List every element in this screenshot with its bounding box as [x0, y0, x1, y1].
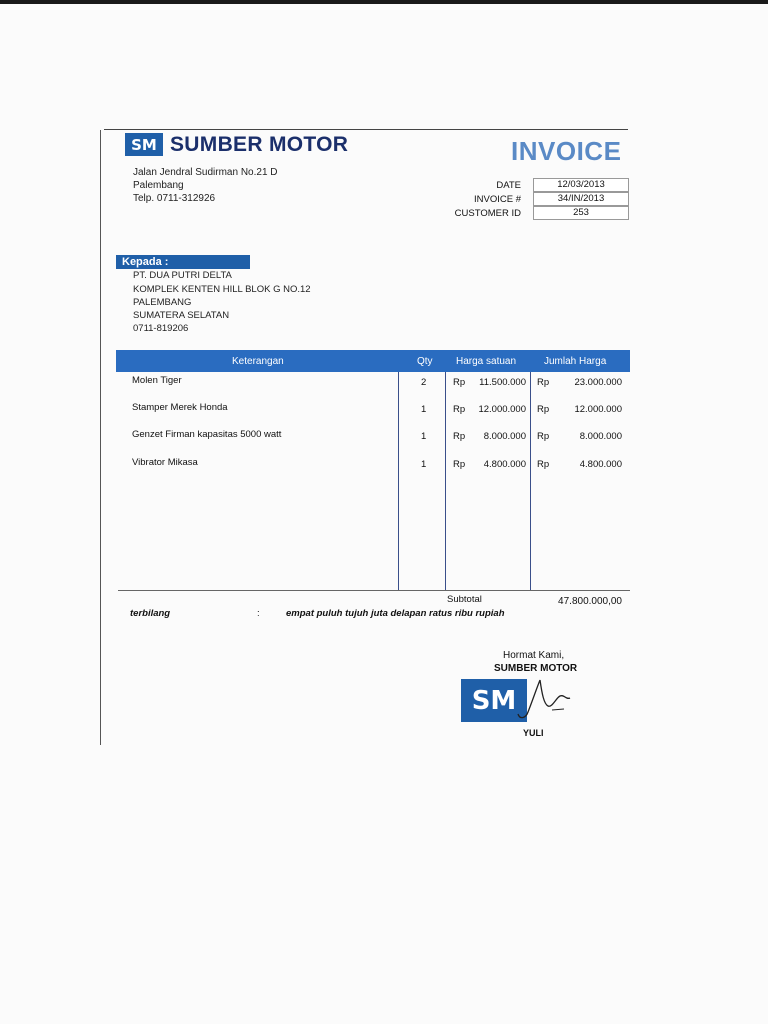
- row1-total-currency: Rp: [537, 377, 550, 388]
- paper-left-edge: [100, 130, 101, 745]
- row1-desc: Molen Tiger: [132, 375, 182, 386]
- header-keterangan: Keterangan: [232, 356, 284, 367]
- row3-desc: Genzet Firman kapasitas 5000 watt: [132, 429, 282, 440]
- customer-name: PT. DUA PUTRI DELTA: [133, 270, 232, 281]
- row4-qty: 1: [421, 459, 427, 470]
- row4-total: 4.800.000: [579, 459, 622, 470]
- row4-price-currency: Rp: [453, 459, 466, 470]
- header-jumlah-harga: Jumlah Harga: [544, 356, 607, 367]
- row1-total: 23.000.000: [574, 377, 622, 388]
- company-address-line2: Palembang: [133, 180, 184, 191]
- company-phone: Telp. 0711-312926: [133, 193, 216, 204]
- row3-total-currency: Rp: [537, 431, 550, 442]
- row3-price-currency: Rp: [453, 431, 466, 442]
- customer-city: PALEMBANG: [133, 297, 192, 308]
- paper-top-edge: [104, 129, 628, 130]
- handwritten-signature: [512, 676, 582, 724]
- table-divider-price-total: [530, 372, 531, 591]
- company-address-line1: Jalan Jendral Sudirman No.21 D: [133, 167, 278, 178]
- table-divider-qty-price: [445, 372, 446, 591]
- row2-total: 12.000.000: [574, 404, 622, 415]
- header-harga-satuan: Harga satuan: [456, 356, 517, 367]
- customer-phone: 0711-819206: [133, 323, 189, 334]
- invoice-title: INVOICE: [511, 136, 622, 166]
- row2-price-currency: Rp: [453, 404, 466, 415]
- signer-name: YULI: [523, 728, 544, 738]
- row2-qty: 1: [421, 404, 427, 415]
- row2-total-currency: Rp: [537, 404, 550, 415]
- signature-greeting: Hormat Kami,: [503, 650, 565, 661]
- company-logo: [125, 133, 163, 156]
- signature-company: SUMBER MOTOR: [494, 663, 578, 674]
- row1-qty: 2: [421, 377, 427, 388]
- customer-address: KOMPLEK KENTEN HILL BLOK G NO.12: [133, 284, 311, 295]
- meta-date-label: DATE: [496, 180, 521, 191]
- terbilang-colon: :: [257, 608, 260, 619]
- row4-price: 4.800.000: [483, 459, 526, 470]
- row1-price-currency: Rp: [453, 377, 466, 388]
- kepada-heading: Kepada :: [116, 255, 250, 269]
- subtotal-value: 47.800.000,00: [558, 596, 622, 607]
- terbilang-text: empat puluh tujuh juta delapan ratus ribu rupiah: [286, 608, 505, 619]
- row4-total-currency: Rp: [537, 459, 550, 470]
- row1-price: 11.500.000: [479, 377, 526, 388]
- table-bottom-line: [118, 590, 630, 591]
- row4-desc: Vibrator Mikasa: [132, 457, 198, 468]
- stamp-logo-text: SM: [471, 685, 517, 716]
- row3-total: 8.000.000: [579, 431, 622, 442]
- terbilang-label: terbilang: [130, 608, 171, 619]
- meta-date-value: 12/03/2013: [533, 178, 629, 192]
- company-logo-text: SM: [131, 135, 157, 154]
- row3-price: 8.000.000: [483, 431, 526, 442]
- row3-qty: 1: [421, 431, 427, 442]
- items-table-header: [116, 350, 630, 372]
- row2-price: 12.000.000: [478, 404, 526, 415]
- table-divider-desc-qty: [398, 372, 399, 591]
- company-name: SUMBER MOTOR: [170, 133, 349, 156]
- meta-invoice-label: INVOICE #: [474, 194, 521, 205]
- meta-customer-id-label: CUSTOMER ID: [454, 208, 521, 219]
- subtotal-label: Subtotal: [447, 594, 482, 605]
- row2-desc: Stamper Merek Honda: [132, 402, 228, 413]
- scan-top-edge: [0, 0, 768, 4]
- meta-invoice-value: 34/IN/2013: [533, 192, 629, 206]
- meta-customer-id-value: 253: [533, 206, 629, 220]
- header-qty: Qty: [417, 356, 433, 367]
- customer-province: SUMATERA SELATAN: [133, 310, 230, 321]
